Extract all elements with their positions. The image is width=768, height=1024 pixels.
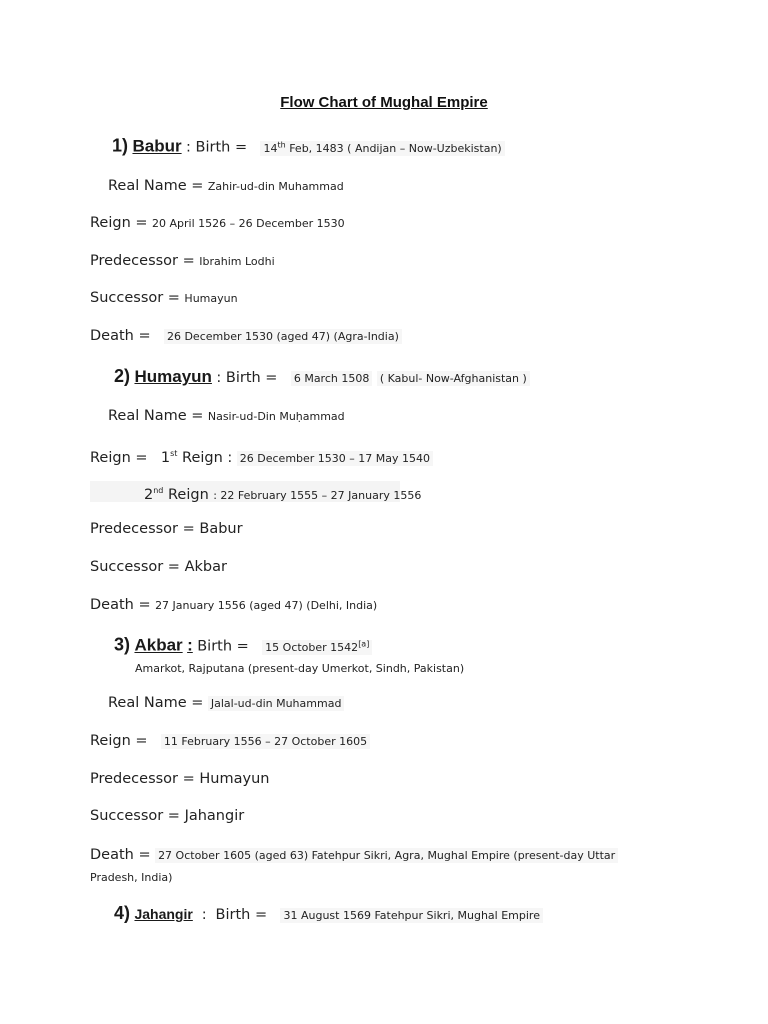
babur-heading bbox=[112, 136, 505, 158]
babur-number: 1) bbox=[112, 135, 129, 156]
humayun-reign-label: Reign = bbox=[90, 449, 148, 466]
babur-name: Babur bbox=[132, 136, 182, 156]
babur-death bbox=[90, 327, 402, 346]
jahangir-name: Jahangir bbox=[134, 906, 193, 922]
humayun-reign-2 bbox=[144, 482, 421, 505]
humayun-death bbox=[90, 596, 377, 615]
babur-successor-value: Humayun bbox=[184, 292, 238, 305]
akbar-death bbox=[90, 846, 618, 865]
humayun-successor bbox=[90, 558, 227, 576]
akbar-number: 3) bbox=[114, 634, 131, 655]
humayun-death-value: 27 January 1556 (aged 47) (Delhi, India) bbox=[155, 599, 378, 612]
akbar-successor bbox=[90, 807, 244, 825]
jahangir-heading bbox=[114, 904, 543, 925]
akbar-birth-label: Birth = bbox=[197, 638, 249, 655]
babur-birth-label: : Birth = bbox=[186, 139, 248, 156]
humayun-death-label: Death = bbox=[90, 597, 151, 613]
akbar-reign-label: Reign = bbox=[90, 733, 148, 749]
akbar-predecessor-text: Predecessor = Humayun bbox=[90, 771, 270, 787]
humayun-birth-value-b: ( Kabul- Now-Afghanistan ) bbox=[377, 371, 530, 386]
akbar-birth-place bbox=[135, 659, 464, 678]
babur-successor bbox=[90, 289, 238, 308]
babur-realname-value: Zahir-ud-din Muhammad bbox=[207, 180, 344, 193]
humayun-realname-label: Real Name = bbox=[108, 408, 204, 424]
akbar-birth-place-text: Amarkot, Rajputana (present-day Umerkot, Sindh, Pakistan) bbox=[135, 662, 465, 675]
babur-death-value: 26 December 1530 (aged 47) (Agra-India) bbox=[164, 329, 402, 344]
humayun-reign-1 bbox=[90, 445, 433, 468]
jahangir-birth-value: 31 August 1569 Fatehpur Sikri, Mughal Empire bbox=[280, 908, 543, 923]
babur-realname-label: Real Name = bbox=[108, 178, 204, 194]
akbar-death-label: Death = bbox=[90, 847, 151, 863]
humayun-reign2-value: : 22 February 1555 – 27 January 1556 bbox=[213, 488, 422, 502]
humayun-birth-value-a: 6 March 1508 bbox=[291, 371, 373, 386]
akbar-death-value: 27 October 1605 (aged 63) Fatehpur Sikri, Agra, Mughal Empire (present-day Uttar bbox=[155, 848, 618, 863]
humayun-reign1-label: 1st Reign : bbox=[160, 449, 233, 466]
humayun-heading bbox=[114, 367, 530, 388]
babur-successor-label: Successor = bbox=[90, 290, 180, 306]
akbar-birth-value: 15 October 1542[a] bbox=[262, 640, 372, 655]
babur-reign-value: 20 April 1526 – 26 December 1530 bbox=[151, 217, 345, 230]
babur-reign bbox=[90, 214, 345, 233]
humayun-predecessor-text: Predecessor = Babur bbox=[90, 521, 243, 537]
jahangir-birth-label: Birth = bbox=[215, 907, 268, 923]
humayun-realname bbox=[108, 407, 345, 426]
babur-birth-value: 14th Feb, 1483 ( Andijan – Now-Uzbekistan) bbox=[260, 141, 504, 156]
akbar-death-value-cont: Pradesh, India) bbox=[90, 871, 173, 884]
akbar-realname-value: Jalal-ud-din Muhammad bbox=[208, 696, 345, 711]
page-title: Flow Chart of Mughal Empire bbox=[280, 94, 488, 111]
humayun-predecessor bbox=[90, 520, 243, 538]
babur-predecessor-value: Ibrahim Lodhi bbox=[199, 255, 275, 268]
humayun-successor-text: Successor = Akbar bbox=[90, 559, 227, 575]
akbar-successor-text: Successor = Jahangir bbox=[90, 808, 245, 824]
babur-realname bbox=[108, 177, 344, 196]
humayun-reign1-value: 26 December 1530 – 17 May 1540 bbox=[237, 451, 433, 466]
akbar-predecessor bbox=[90, 770, 269, 788]
akbar-name-colon: : bbox=[187, 635, 193, 655]
akbar-reign-value: 11 February 1556 – 27 October 1605 bbox=[161, 734, 370, 749]
jahangir-name-colon: : bbox=[201, 907, 207, 923]
akbar-name: Akbar bbox=[134, 635, 183, 655]
akbar-realname-label: Real Name = bbox=[108, 695, 204, 711]
humayun-birth-label: : Birth = bbox=[216, 370, 278, 386]
humayun-name: Humayun bbox=[134, 367, 212, 386]
akbar-realname bbox=[108, 694, 344, 713]
akbar-heading bbox=[114, 635, 372, 657]
babur-predecessor bbox=[90, 252, 275, 271]
humayun-reign2-label: 2nd Reign bbox=[144, 486, 209, 503]
humayun-number: 2) bbox=[114, 366, 131, 386]
akbar-death-cont bbox=[90, 868, 172, 887]
humayun-realname-value: Nasir-ud-Din Muḥammad bbox=[207, 410, 345, 423]
babur-reign-label: Reign = bbox=[90, 215, 148, 231]
jahangir-number: 4) bbox=[114, 903, 131, 923]
babur-death-label: Death = bbox=[90, 328, 151, 344]
babur-predecessor-label: Predecessor = bbox=[90, 253, 195, 269]
akbar-reign bbox=[90, 732, 370, 751]
